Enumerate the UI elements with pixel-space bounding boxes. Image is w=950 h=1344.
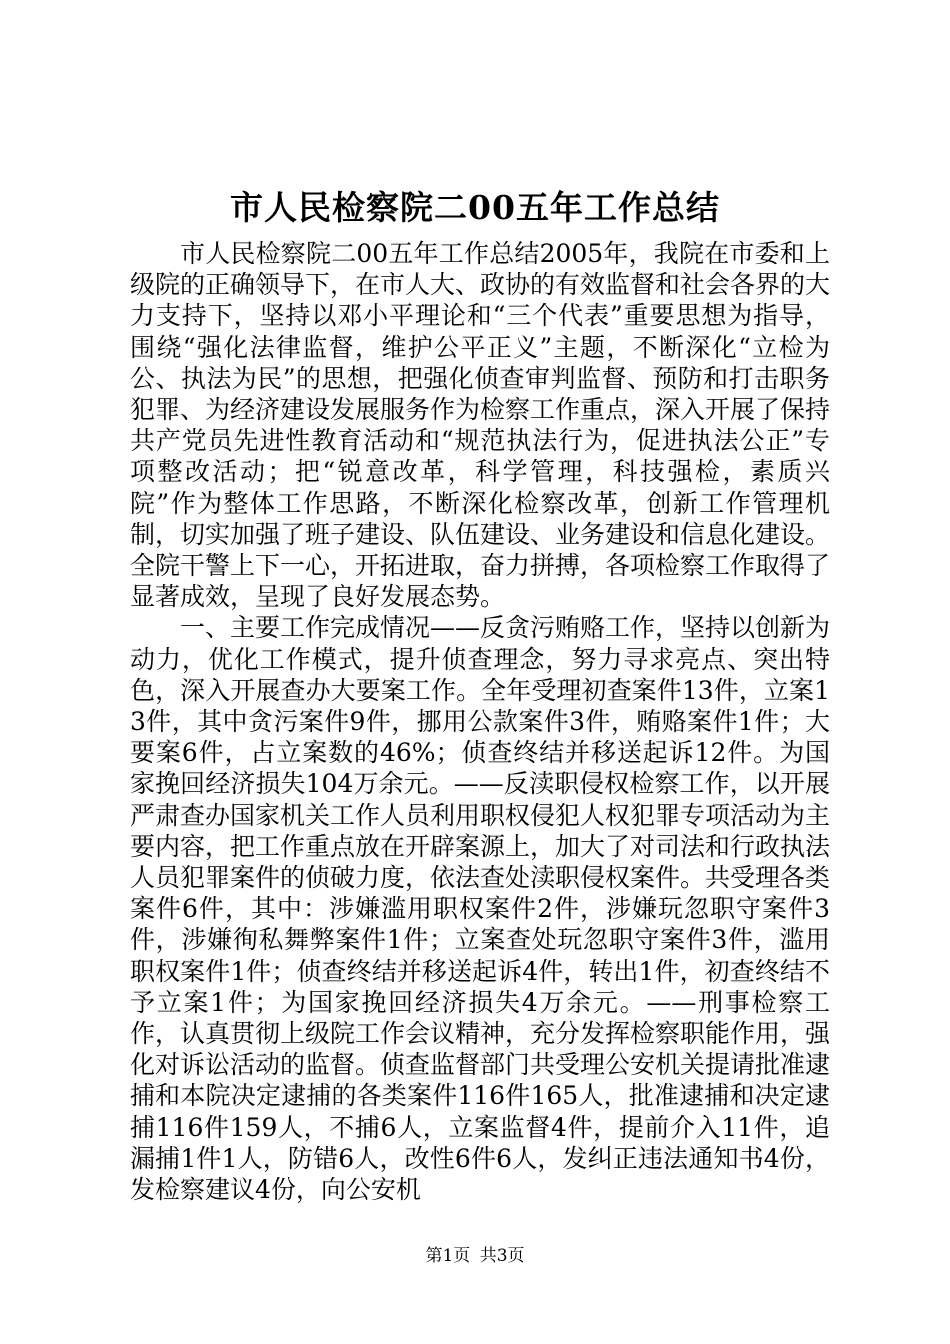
page-footer: [0, 1244, 950, 1268]
document-body: [130, 238, 830, 1205]
page-number: 第1页: [425, 1246, 471, 1266]
paragraph-main-work: 一、主要工作完成情况——反贪污贿赂工作，坚持以创新为动力，优化工作模式，提升侦查理念，努力寻求亮点、突出特色，深入开展查办大要案工作。全年受理初查案件13件，立案13件，其中贪污案件9件，挪用公款案件3件，贿赂案件1件；大要案6件，占立案数的46%；侦查终结并移送起诉12件。为国家挽回经济损失104万余元。——反渎职侵权检察工作，以开展严肃查办国家机关工作人员利用职权侵犯人权犯罪专项活动为主要内容，把工作重点放在开辟案源上，加大了对司法和行政执法人员犯罪案件的侦破力度，依法查处渎职侵权案件。共受理各类案件6件，其中：涉嫌滥用职权案件2件，涉嫌玩忽职守案件3件，涉嫌徇私舞弊案件1件；立案查处玩忽职守案件3件，滥用职权案件1件；侦查终结并移送起诉4件，转出1件，初查终结不予立案1件；为国家挽回经济损失4万余元。——刑事检察工作，认真贯彻上级院工作会议精神，充分发挥检察职能作用，强化对诉讼活动的监督。侦查监督部门共受理公安机关提请批准逮捕和本院决定逮捕的各类案件116件165人，批准逮捕和决定逮捕116件159人，不捕6人，立案监督4件，提前介入11件，追漏捕1件1人，防错6人，改性6件6人，发纠正违法通知书4份，发检察建议4份，向公安机: [130, 613, 831, 1205]
page-total: 共3页: [479, 1246, 525, 1266]
paragraph-intro: 市人民检察院二00五年工作总结2005年，我院在市委和上级院的正确领导下，在市人大、政协的有效监督和社会各界的大力支持下，坚持以邓小平理论和“三个代表”重要思想为指导，围绕“强化法律监督，维护公平正义”主题，不断深化“立检为公、执法为民”的思想，把强化侦查审判监督、预防和打击职务犯罪、为经济建设发展服务作为检察工作重点，深入开展了保持共产党员先进性教育活动和“规范执法行为，促进执法公正”专项整改活动；把“锐意改革，科学管理，科技强检，素质兴院”作为整体工作思路，不断深化检察改革，创新工作管理机制，切实加强了班子建设、队伍建设、业务建设和信息化建设。全院干警上下一心，开拓进取，奋力拼搏，各项检察工作取得了显著成效，呈现了良好发展态势。: [130, 239, 831, 612]
document-title: 市人民检察院二00五年工作总结: [230, 188, 720, 227]
